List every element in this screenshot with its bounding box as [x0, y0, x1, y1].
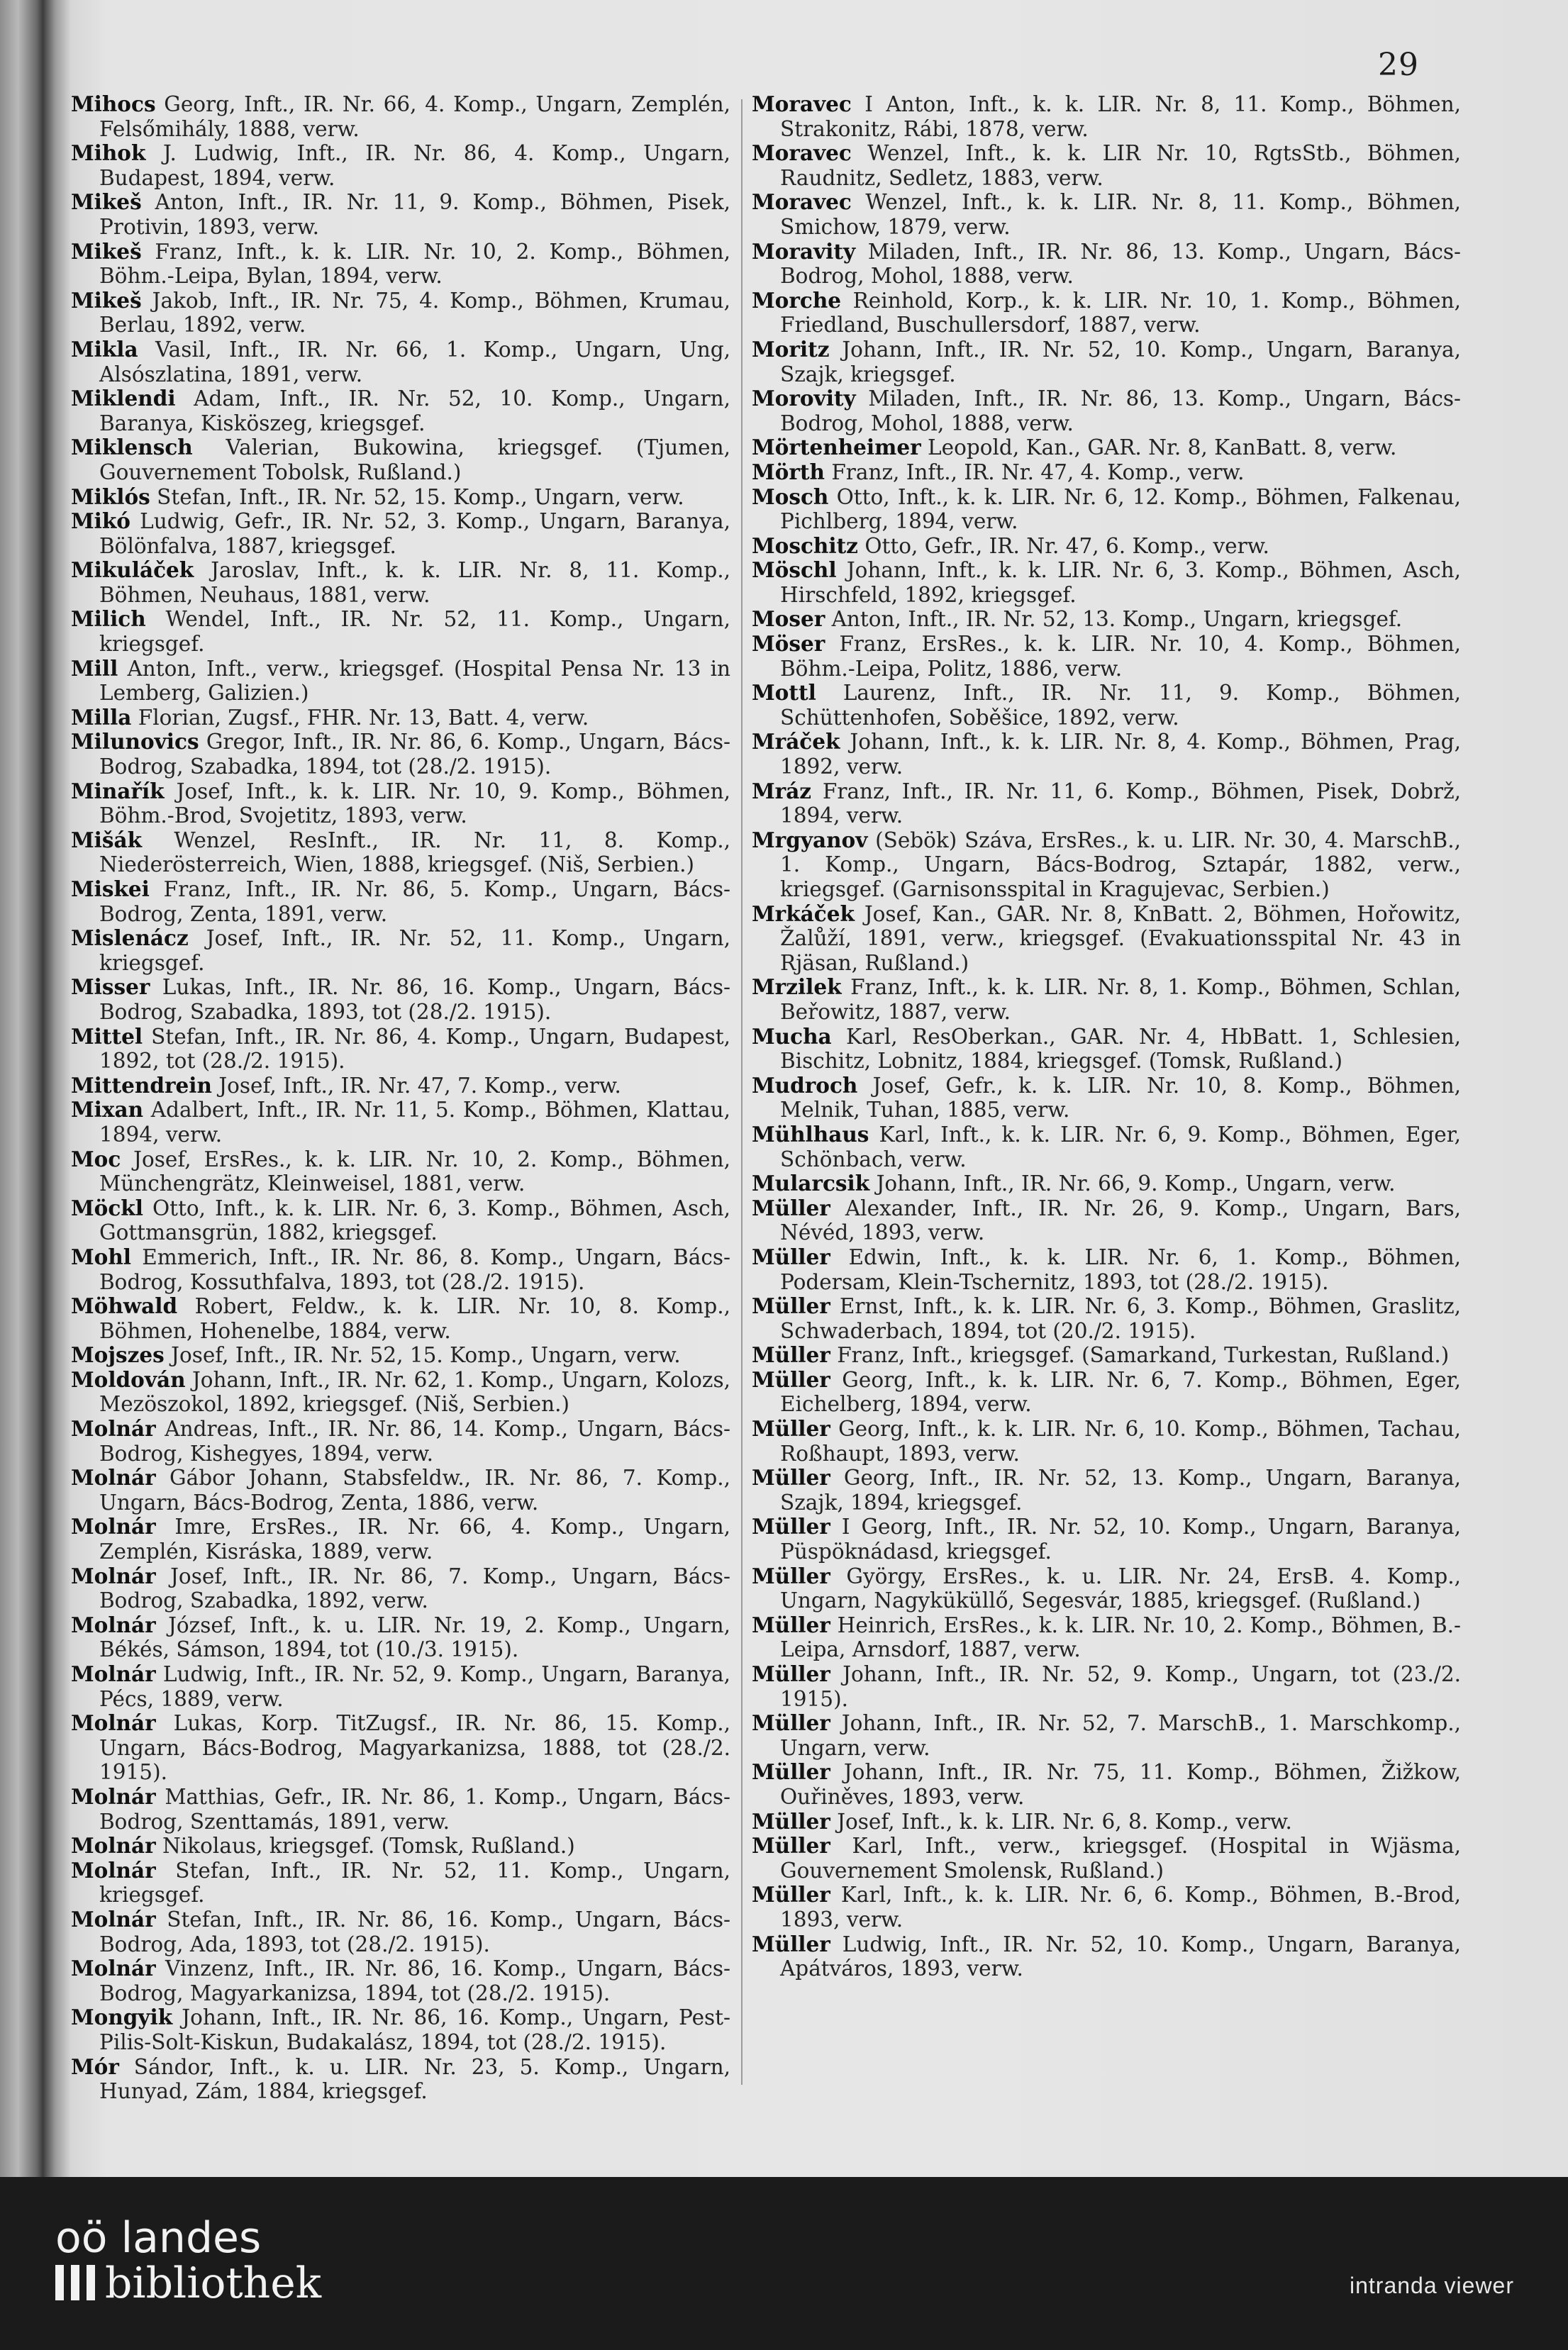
entry-surname: Mucha — [752, 1023, 832, 1049]
entry-details: Jakob, Inft., IR. Nr. 75, 4. Komp., Böhmen, Krumau, Berlau, 1892, verw. — [99, 288, 730, 338]
entry-details: Laurenz, Inft., IR. Nr. 11, 9. Komp., Böhmen, Schüttenhofen, Soběšice, 1892, verw. — [780, 681, 1461, 730]
register-entry — [71, 1466, 730, 1515]
entry-surname: Moravec — [752, 91, 852, 116]
register-entry — [71, 1368, 730, 1417]
register-entry — [752, 460, 1461, 485]
entry-surname: Mikla — [71, 336, 138, 362]
entry-details: Otto, Gefr., IR. Nr. 47, 6. Komp., verw. — [857, 533, 1269, 558]
register-entry — [752, 1294, 1461, 1343]
entry-surname: Moravec — [752, 189, 852, 215]
entry-details: Johann, Inft., IR. Nr. 86, 16. Komp., Ungarn, Pest-Pilis-Solt-Kiskun, Budakalász, 1894, tot (28./2. 1915). — [99, 2005, 730, 2054]
register-entry — [71, 435, 730, 484]
entry-surname: Möser — [752, 631, 825, 657]
entry-surname: Mihocs — [71, 91, 156, 116]
entry-details: Josef, Inft., IR. Nr. 47, 7. Komp., verw. — [211, 1073, 621, 1098]
entry-surname: Mittendrein — [71, 1072, 212, 1098]
entry-surname: Mörth — [752, 459, 825, 484]
register-entry — [71, 1417, 730, 1466]
entry-surname: Müller — [752, 1808, 830, 1834]
register-entry — [71, 1343, 730, 1368]
entry-surname: Moschitz — [752, 533, 858, 558]
entry-surname: Moldován — [71, 1366, 186, 1392]
entry-surname: Misser — [71, 974, 150, 1000]
entry-surname: Müller — [752, 1465, 830, 1491]
register-entry — [71, 1025, 730, 1074]
logo-line1: oö landes — [55, 2213, 262, 2263]
entry-details: Jaroslav, Inft., k. k. LIR. Nr. 8, 11. Komp., Böhmen, Neuhaus, 1881, verw. — [99, 558, 730, 607]
register-entry — [752, 190, 1461, 239]
entry-details: Karl, ResOberkan., GAR. Nr. 4, HbBatt. 1, Schlesien, Bischitz, Lobnitz, 1884, kriegsgef. (Tomsk, Rußland.) — [780, 1024, 1461, 1074]
register-entry — [71, 1098, 730, 1147]
register-entry — [71, 2055, 730, 2104]
register-entry — [752, 338, 1461, 386]
register-entry — [71, 2005, 730, 2054]
entry-surname: Mörtenheimer — [752, 435, 921, 460]
entry-details: Josef, ErsRes., k. k. LIR. Nr. 10, 2. Komp., Böhmen, Münchengrätz, Kleinweisel, 1881, verw. — [99, 1147, 730, 1196]
register-entry — [752, 1123, 1461, 1171]
register-entry — [71, 926, 730, 975]
viewer-brand-label[interactable]: intranda viewer — [1350, 2273, 1514, 2298]
entry-details: I Anton, Inft., k. k. LIR. Nr. 8, 11. Komp., Böhmen, Strakonitz, Rábi, 1878, verw. — [780, 92, 1461, 141]
entry-surname: Miklendi — [71, 386, 176, 411]
register-entry — [71, 190, 730, 239]
register-entry — [752, 558, 1461, 607]
entry-details: Josef, Inft., k. k. LIR. Nr. 6, 8. Komp., verw. — [830, 1809, 1292, 1834]
entry-surname: Mojszes — [71, 1342, 165, 1368]
entry-details: Heinrich, ErsRes., k. k. LIR. Nr. 10, 2. Komp., Böhmen, B.-Leipa, Arnsdorf, 1887, verw. — [780, 1613, 1461, 1662]
register-entry — [752, 1368, 1461, 1417]
register-entry — [752, 1760, 1461, 1809]
entry-details: Andreas, Inft., IR. Nr. 86, 14. Komp., Ungarn, Bács-Bodrog, Kishegyes, 1894, verw. — [99, 1417, 730, 1466]
entry-surname: Möschl — [752, 557, 837, 583]
entry-details: Franz, Inft., IR. Nr. 11, 6. Komp., Böhmen, Pisek, Dobrž, 1894, verw. — [780, 779, 1461, 828]
entry-surname: Molnár — [71, 1833, 156, 1859]
entry-surname: Mišák — [71, 827, 143, 852]
register-entry — [752, 1613, 1461, 1662]
entry-details: Ludwig, Inft., IR. Nr. 52, 10. Komp., Ungarn, Baranya, Apátváros, 1893, verw. — [780, 1932, 1461, 1981]
entry-details: Karl, Inft., k. k. LIR. Nr. 6, 6. Komp., Böhmen, B.-Brod, 1893, verw. — [780, 1883, 1461, 1932]
entry-surname: Mikuláček — [71, 557, 194, 583]
entry-details: Franz, Inft., IR. Nr. 86, 5. Komp., Ungarn, Bács-Bodrog, Zenta, 1891, verw. — [99, 877, 730, 926]
register-entry — [71, 509, 730, 558]
entry-details: Lukas, Inft., IR. Nr. 86, 16. Komp., Ungarn, Bács-Bodrog, Szabadka, 1893, tot (28./2. 1915). — [99, 975, 730, 1024]
entry-surname: Moser — [752, 606, 825, 632]
entry-surname: Müller — [752, 1195, 830, 1220]
entry-surname: Mohl — [71, 1244, 131, 1269]
entry-surname: Müller — [752, 1759, 830, 1785]
library-logo[interactable] — [55, 2215, 321, 2306]
entry-surname: Molnár — [71, 1906, 156, 1932]
register-entry — [752, 1196, 1461, 1245]
entry-details: Johann, Inft., k. k. LIR. Nr. 6, 3. Komp., Böhmen, Asch, Hirschfeld, 1892, kriegsgef. — [780, 558, 1461, 607]
entry-details: Johann, Inft., IR. Nr. 52, 7. MarschB., 1. Marschkomp., Ungarn, verw. — [780, 1711, 1461, 1760]
entry-details: Ludwig, Inft., IR. Nr. 52, 9. Komp., Ungarn, Baranya, Pécs, 1889, verw. — [99, 1662, 730, 1711]
entry-details: (Sebök) Száva, ErsRes., k. u. LIR. Nr. 30, 4. MarschB., 1. Komp., Ungarn, Bács-Bodrog, Sztapár, 1882, verw., kriegsgef. (Garnisonsspital in Kragujevac, Serbien.) — [780, 828, 1461, 901]
register-entry — [71, 240, 730, 289]
entry-details: Gábor Johann, Stabsfeldw., IR. Nr. 86, 7. Komp., Ungarn, Bács-Bodrog, Zenta, 1886, verw. — [99, 1466, 730, 1515]
register-entry — [71, 485, 730, 510]
entry-surname: Molnár — [71, 1465, 156, 1491]
register-entry — [752, 975, 1461, 1024]
register-entry — [71, 1515, 730, 1564]
entry-surname: Milla — [71, 704, 132, 730]
register-entry — [71, 1859, 730, 1908]
entry-surname: Müller — [752, 1563, 830, 1588]
register-entry — [71, 975, 730, 1024]
register-entry — [71, 607, 730, 656]
register-entry — [752, 681, 1461, 730]
entry-surname: Mrkáček — [752, 901, 855, 926]
entry-surname: Mill — [71, 655, 118, 681]
entry-details: Florian, Zugsf., FHR. Nr. 13, Batt. 4, verw. — [131, 705, 589, 730]
entry-surname: Mrgyanov — [752, 827, 868, 852]
entry-details: Ludwig, Gefr., IR. Nr. 52, 3. Komp., Ungarn, Baranya, Bölönfalva, 1887, kriegsgef. — [99, 509, 730, 558]
register-entry — [71, 1147, 730, 1196]
register-entry — [752, 902, 1461, 976]
register-entry — [71, 1564, 730, 1613]
entry-surname: Mosch — [752, 484, 829, 509]
register-entry — [71, 1294, 730, 1343]
entry-surname: Mór — [71, 2054, 119, 2079]
entry-details: Franz, Inft., k. k. LIR. Nr. 10, 2. Komp., Böhmen, Böhm.-Leipa, Bylan, 1894, verw. — [99, 239, 730, 289]
entry-details: Wenzel, Inft., k. k. LIR. Nr. 8, 11. Komp., Böhmen, Smichow, 1879, verw. — [780, 190, 1461, 239]
register-entry — [71, 289, 730, 338]
entry-surname: Molnár — [71, 1710, 156, 1736]
entry-surname: Mongyik — [71, 2005, 173, 2030]
entry-details: Karl, Inft., k. k. LIR. Nr. 6, 9. Komp., Böhmen, Eger, Schönbach, verw. — [780, 1122, 1461, 1171]
entry-details: Lukas, Korp. TitZugsf., IR. Nr. 86, 15. Komp., Ungarn, Bács-Bodrog, Magyarkanizsa, 1888, tot (28./2. 1915). — [99, 1711, 730, 1785]
entry-surname: Mikó — [71, 508, 130, 534]
register-entry — [752, 1810, 1461, 1834]
register-entry — [71, 828, 730, 877]
entry-details: Wenzel, ResInft., IR. Nr. 11, 8. Komp., Niederösterreich, Wien, 1888, kriegsgef. (Niš, Serbien.) — [99, 828, 730, 877]
register-entry — [752, 485, 1461, 534]
entry-details: Anton, Inft., verw., kriegsgef. (Hospital Pensa Nr. 13 in Lemberg, Galizien.) — [99, 656, 730, 706]
entry-surname: Mikeš — [71, 189, 142, 215]
entry-details: Gregor, Inft., IR. Nr. 86, 6. Komp., Ungarn, Bács-Bodrog, Szabadka, 1894, tot (28./2. 1915). — [99, 730, 730, 779]
entry-surname: Morovity — [752, 386, 856, 411]
register-entry — [752, 779, 1461, 828]
entry-details: Wendel, Inft., IR. Nr. 52, 11. Komp., Ungarn, kriegsgef. — [99, 607, 730, 657]
entry-details: Karl, Inft., verw., kriegsgef. (Hospital in Wjäsma, Gouvernement Smolensk, Rußland.) — [780, 1834, 1461, 1883]
entry-surname: Moc — [71, 1146, 121, 1171]
entry-details: Stefan, Inft., IR. Nr. 86, 16. Komp., Ungarn, Bács-Bodrog, Ada, 1893, tot (28./2. 1915). — [99, 1907, 730, 1956]
right-column — [752, 92, 1461, 1981]
entry-details: Franz, Inft., kriegsgef. (Samarkand, Turkestan, Rußland.) — [830, 1343, 1450, 1368]
register-entry — [71, 779, 730, 828]
register-entry — [71, 1908, 730, 1956]
register-entry — [752, 828, 1461, 902]
entry-surname: Milunovics — [71, 729, 199, 754]
entry-details: Stefan, Inft., IR. Nr. 52, 15. Komp., Ungarn, verw. — [150, 484, 684, 509]
entry-surname: Mislenácz — [71, 925, 189, 951]
page-number: 29 — [1378, 47, 1419, 83]
register-entry — [752, 1515, 1461, 1564]
register-entry — [752, 730, 1461, 779]
entry-surname: Molnár — [71, 1563, 156, 1588]
entry-details: Josef, Inft., IR. Nr. 52, 15. Komp., Ungarn, verw. — [164, 1343, 681, 1368]
register-entry — [71, 1834, 730, 1859]
register-entry — [752, 1932, 1461, 1981]
scanned-page — [43, 0, 1568, 2177]
entry-surname: Molnár — [71, 1661, 156, 1686]
entry-surname: Müller — [752, 1661, 830, 1686]
entry-surname: Müller — [752, 1244, 830, 1269]
entry-details: Josef, Gefr., k. k. LIR. Nr. 10, 8. Komp., Böhmen, Melnik, Tuhan, 1885, verw. — [780, 1073, 1461, 1123]
entry-surname: Mittel — [71, 1023, 143, 1049]
entry-details: Otto, Inft., k. k. LIR. Nr. 6, 3. Komp., Böhmen, Asch, Gottmansgrün, 1882, kriegsgef. — [99, 1196, 730, 1245]
entry-surname: Moritz — [752, 336, 830, 362]
entry-surname: Mráček — [752, 729, 840, 754]
logo-line2 — [55, 2261, 321, 2306]
entry-details: Johann, Inft., IR. Nr. 52, 9. Komp., Ungarn, tot (23./2. 1915). — [780, 1662, 1461, 1711]
register-entry — [71, 730, 730, 779]
register-entry — [71, 558, 730, 607]
register-entry — [752, 1417, 1461, 1466]
register-entry — [71, 338, 730, 386]
entry-details: Josef, Inft., IR. Nr. 52, 11. Komp., Ungarn, kriegsgef. — [99, 926, 730, 975]
entry-surname: Mrzilek — [752, 974, 842, 1000]
register-entry — [752, 534, 1461, 559]
register-entry — [71, 141, 730, 190]
entry-surname: Müller — [752, 1514, 830, 1539]
entry-surname: Miklensch — [71, 435, 193, 460]
entry-details: György, ErsRes., k. u. LIR. Nr. 24, ErsB. 4. Komp., Ungarn, Nagyküküllő, Segesvár, 1885, kriegsgef. (Rußland.) — [780, 1564, 1461, 1613]
register-entry — [71, 1956, 730, 2005]
register-entry — [752, 1245, 1461, 1294]
entry-details: Johann, Inft., IR. Nr. 62, 1. Komp., Ungarn, Kolozs, Mezöszokol, 1892, kriegsgef. (Niš, Serbien.) — [99, 1367, 730, 1417]
logo-line2-text: bibliothek — [105, 2259, 322, 2308]
entry-surname: Molnár — [71, 1416, 156, 1442]
entry-surname: Müller — [752, 1416, 830, 1442]
entry-details: Josef, Kan., GAR. Nr. 8, KnBatt. 2, Böhmen, Hořowitz, Žalůží, 1891, verw., kriegsgef. (Evakuationsspital Nr. 43 in Rjäsan, Rußland.) — [780, 901, 1461, 975]
entry-surname: Müller — [752, 1931, 830, 1956]
register-entry — [752, 1883, 1461, 1932]
entry-details: Georg, Inft., IR. Nr. 52, 13. Komp., Ungarn, Baranya, Szajk, 1894, kriegsgef. — [780, 1466, 1461, 1515]
register-entry — [71, 1196, 730, 1245]
entry-surname: Möckl — [71, 1195, 143, 1220]
register-entry — [71, 1785, 730, 1834]
entry-surname: Müller — [752, 1342, 830, 1368]
register-entry — [752, 289, 1461, 338]
register-entry — [71, 1711, 730, 1785]
register-entry — [752, 1564, 1461, 1613]
entry-surname: Mikeš — [71, 238, 142, 264]
entry-details: Leopold, Kan., GAR. Nr. 8, KanBatt. 8, verw. — [921, 435, 1397, 460]
entry-details: J. Ludwig, Inft., IR. Nr. 86, 4. Komp., Ungarn, Budapest, 1894, verw. — [99, 141, 730, 190]
register-entry — [752, 240, 1461, 289]
register-entry — [752, 1711, 1461, 1760]
entry-details: Emmerich, Inft., IR. Nr. 86, 8. Komp., Ungarn, Bács-Bodrog, Kossuthfalva, 1893, tot (28./2. 1915). — [99, 1244, 730, 1294]
entry-details: Franz, ErsRes., k. k. LIR. Nr. 10, 4. Komp., Böhmen, Böhm.-Leipa, Politz, 1886, verw. — [780, 632, 1461, 681]
register-entry — [752, 141, 1461, 190]
entry-details: Sándor, Inft., k. u. LIR. Nr. 23, 5. Komp., Ungarn, Hunyad, Zám, 1884, kriegsgef. — [99, 2054, 730, 2104]
register-entry — [752, 386, 1461, 435]
register-entry — [71, 706, 730, 730]
entry-surname: Mikeš — [71, 287, 142, 313]
register-entry — [71, 1245, 730, 1294]
register-entry — [71, 877, 730, 926]
entry-surname: Miskei — [71, 876, 150, 901]
register-entry — [752, 1343, 1461, 1368]
register-entry — [752, 1171, 1461, 1196]
register-entry — [752, 92, 1461, 141]
entry-surname: Moravity — [752, 238, 856, 264]
entry-details: Vinzenz, Inft., IR. Nr. 86, 16. Komp., Ungarn, Bács-Bodrog, Magyarkanizsa, 1894, tot (28./2. 1915). — [99, 1956, 730, 2005]
entry-surname: Mudroch — [752, 1072, 858, 1098]
entry-surname: Müller — [752, 1833, 830, 1859]
entry-surname: Müller — [752, 1710, 830, 1736]
entry-surname: Mihok — [71, 140, 146, 166]
entry-details: Adalbert, Inft., IR. Nr. 11, 5. Komp., Böhmen, Klattau, 1894, verw. — [99, 1098, 730, 1147]
register-entry — [752, 435, 1461, 460]
entry-details: Nikolaus, kriegsgef. (Tomsk, Rußland.) — [155, 1834, 575, 1859]
register-entry — [752, 632, 1461, 681]
entry-details: Miladen, Inft., IR. Nr. 86, 13. Komp., Ungarn, Bács-Bodrog, Mohol, 1888, verw. — [780, 239, 1461, 289]
entry-surname: Müller — [752, 1612, 830, 1637]
entry-details: I Georg, Inft., IR. Nr. 52, 10. Komp., Ungarn, Baranya, Püspöknádasd, kriegsgef. — [780, 1515, 1461, 1564]
entry-details: Reinhold, Korp., k. k. LIR. Nr. 10, 1. Komp., Böhmen, Friedland, Buschullersdorf, 1887, verw. — [780, 288, 1461, 338]
entry-surname: Mottl — [752, 680, 816, 706]
entry-details: Franz, Inft., k. k. LIR. Nr. 8, 1. Komp., Böhmen, Schlan, Beřowitz, 1887, verw. — [780, 975, 1461, 1024]
register-entry — [71, 1074, 730, 1098]
column-divider — [741, 99, 743, 2085]
entry-surname: Morche — [752, 287, 842, 313]
entry-surname: Müller — [752, 1293, 830, 1319]
entry-details: Franz, Inft., IR. Nr. 47, 4. Komp., verw. — [824, 460, 1245, 484]
entry-surname: Mularcsik — [752, 1171, 870, 1196]
entry-details: Imre, ErsRes., IR. Nr. 66, 4. Komp., Ungarn, Zemplén, Kisráska, 1889, verw. — [99, 1515, 730, 1564]
entry-surname: Molnár — [71, 1783, 156, 1809]
entry-surname: Müller — [752, 1366, 830, 1392]
entry-surname: Miklós — [71, 484, 150, 509]
register-entry — [752, 1466, 1461, 1515]
register-entry — [752, 1025, 1461, 1074]
entry-details: József, Inft., k. u. LIR. Nr. 19, 2. Komp., Ungarn, Békés, Sámson, 1894, tot (10./3. 1915). — [99, 1613, 730, 1662]
entry-surname: Müller — [752, 1882, 830, 1908]
entry-details: Johann, Inft., IR. Nr. 66, 9. Komp., Ungarn, verw. — [869, 1171, 1396, 1196]
register-entry — [752, 1662, 1461, 1711]
entry-surname: Möhwald — [71, 1293, 178, 1319]
entry-details: Georg, Inft., IR. Nr. 66, 4. Komp., Ungarn, Zemplén, Felsőmihály, 1888, verw. — [99, 92, 730, 141]
entry-surname: Mühlhaus — [752, 1121, 869, 1147]
entry-surname: Milich — [71, 606, 146, 632]
register-entry — [752, 1834, 1461, 1883]
entry-details: Otto, Inft., k. k. LIR. Nr. 6, 12. Komp., Böhmen, Falkenau, Pichlberg, 1894, verw. — [780, 484, 1461, 534]
entry-surname: Molnár — [71, 1612, 156, 1637]
entry-details: Matthias, Gefr., IR. Nr. 86, 1. Komp., Ungarn, Bács-Bodrog, Szenttamás, 1891, verw. — [99, 1784, 730, 1834]
register-entry — [752, 1074, 1461, 1123]
entry-details: Josef, Inft., IR. Nr. 86, 7. Komp., Ungarn, Bács-Bodrog, Szabadka, 1892, verw. — [99, 1564, 730, 1613]
entry-details: Anton, Inft., IR. Nr. 52, 13. Komp., Ungarn, kriegsgef. — [825, 607, 1403, 632]
entry-details: Vasil, Inft., IR. Nr. 66, 1. Komp., Ungarn, Ung, Alsószlatina, 1891, verw. — [99, 337, 730, 386]
entry-details: Adam, Inft., IR. Nr. 52, 10. Komp., Ungarn, Baranya, Kisköszeg, kriegsgef. — [99, 386, 730, 435]
register-entry — [71, 657, 730, 706]
entry-details: Johann, Inft., k. k. LIR. Nr. 8, 4. Komp., Böhmen, Prag, 1892, verw. — [780, 730, 1461, 779]
entry-details: Stefan, Inft., IR. Nr. 52, 11. Komp., Ungarn, kriegsgef. — [99, 1858, 730, 1908]
register-entry — [71, 92, 730, 141]
entry-surname: Mráz — [752, 778, 812, 803]
entry-surname: Molnár — [71, 1857, 156, 1883]
logo-bars-icon — [55, 2265, 99, 2300]
entry-surname: Mixan — [71, 1097, 144, 1123]
register-entry — [71, 1662, 730, 1711]
entry-details: Valerian, Bukowina, kriegsgef. (Tjumen, Gouvernement Tobolsk, Rußland.) — [99, 435, 730, 484]
entry-details: Miladen, Inft., IR. Nr. 86, 13. Komp., Ungarn, Bács-Bodrog, Mohol, 1888, verw. — [780, 386, 1461, 435]
entry-surname: Molnár — [71, 1514, 156, 1539]
entry-surname: Minařík — [71, 778, 165, 803]
entry-details: Johann, Inft., IR. Nr. 52, 10. Komp., Ungarn, Baranya, Szajk, kriegsgef. — [780, 337, 1461, 386]
entry-details: Alexander, Inft., IR. Nr. 26, 9. Komp., Ungarn, Bars, Névéd, 1893, verw. — [780, 1196, 1461, 1245]
register-entry — [71, 386, 730, 435]
entry-details: Stefan, Inft., IR. Nr. 86, 4. Komp., Ungarn, Budapest, 1892, tot (28./2. 1915). — [99, 1024, 730, 1074]
entry-details: Georg, Inft., k. k. LIR. Nr. 6, 10. Komp., Böhmen, Tachau, Roßhaupt, 1893, verw. — [780, 1417, 1461, 1466]
left-column — [71, 92, 730, 2104]
entry-details: Georg, Inft., k. k. LIR. Nr. 6, 7. Komp., Böhmen, Eger, Eichelberg, 1894, verw. — [780, 1367, 1461, 1417]
entry-surname: Moravec — [752, 140, 852, 166]
entry-details: Robert, Feldw., k. k. LIR. Nr. 10, 8. Komp., Böhmen, Hohenelbe, 1884, verw. — [99, 1294, 730, 1343]
entry-details: Johann, Inft., IR. Nr. 75, 11. Komp., Böhmen, Žižkow, Ouřiněves, 1893, verw. — [780, 1760, 1461, 1809]
entry-details: Ernst, Inft., k. k. LIR. Nr. 6, 3. Komp., Böhmen, Graslitz, Schwaderbach, 1894, tot (20./2. 1915). — [780, 1294, 1461, 1343]
register-entry — [752, 607, 1461, 632]
entry-details: Wenzel, Inft., k. k. LIR Nr. 10, RgtsStb., Böhmen, Raudnitz, Sedletz, 1883, verw. — [780, 141, 1461, 190]
entry-details: Edwin, Inft., k. k. LIR. Nr. 6, 1. Komp., Böhmen, Podersam, Klein-Tschernitz, 1893, tot (28./2. 1915). — [780, 1244, 1461, 1294]
entry-details: Anton, Inft., IR. Nr. 11, 9. Komp., Böhmen, Pisek, Protivin, 1893, verw. — [99, 190, 730, 239]
previous-page-edge — [0, 0, 45, 2177]
entry-details: Josef, Inft., k. k. LIR. Nr. 10, 9. Komp., Böhmen, Böhm.-Brod, Svojetitz, 1893, verw. — [99, 779, 730, 828]
register-entry — [71, 1613, 730, 1662]
entry-surname: Molnár — [71, 1956, 156, 1981]
